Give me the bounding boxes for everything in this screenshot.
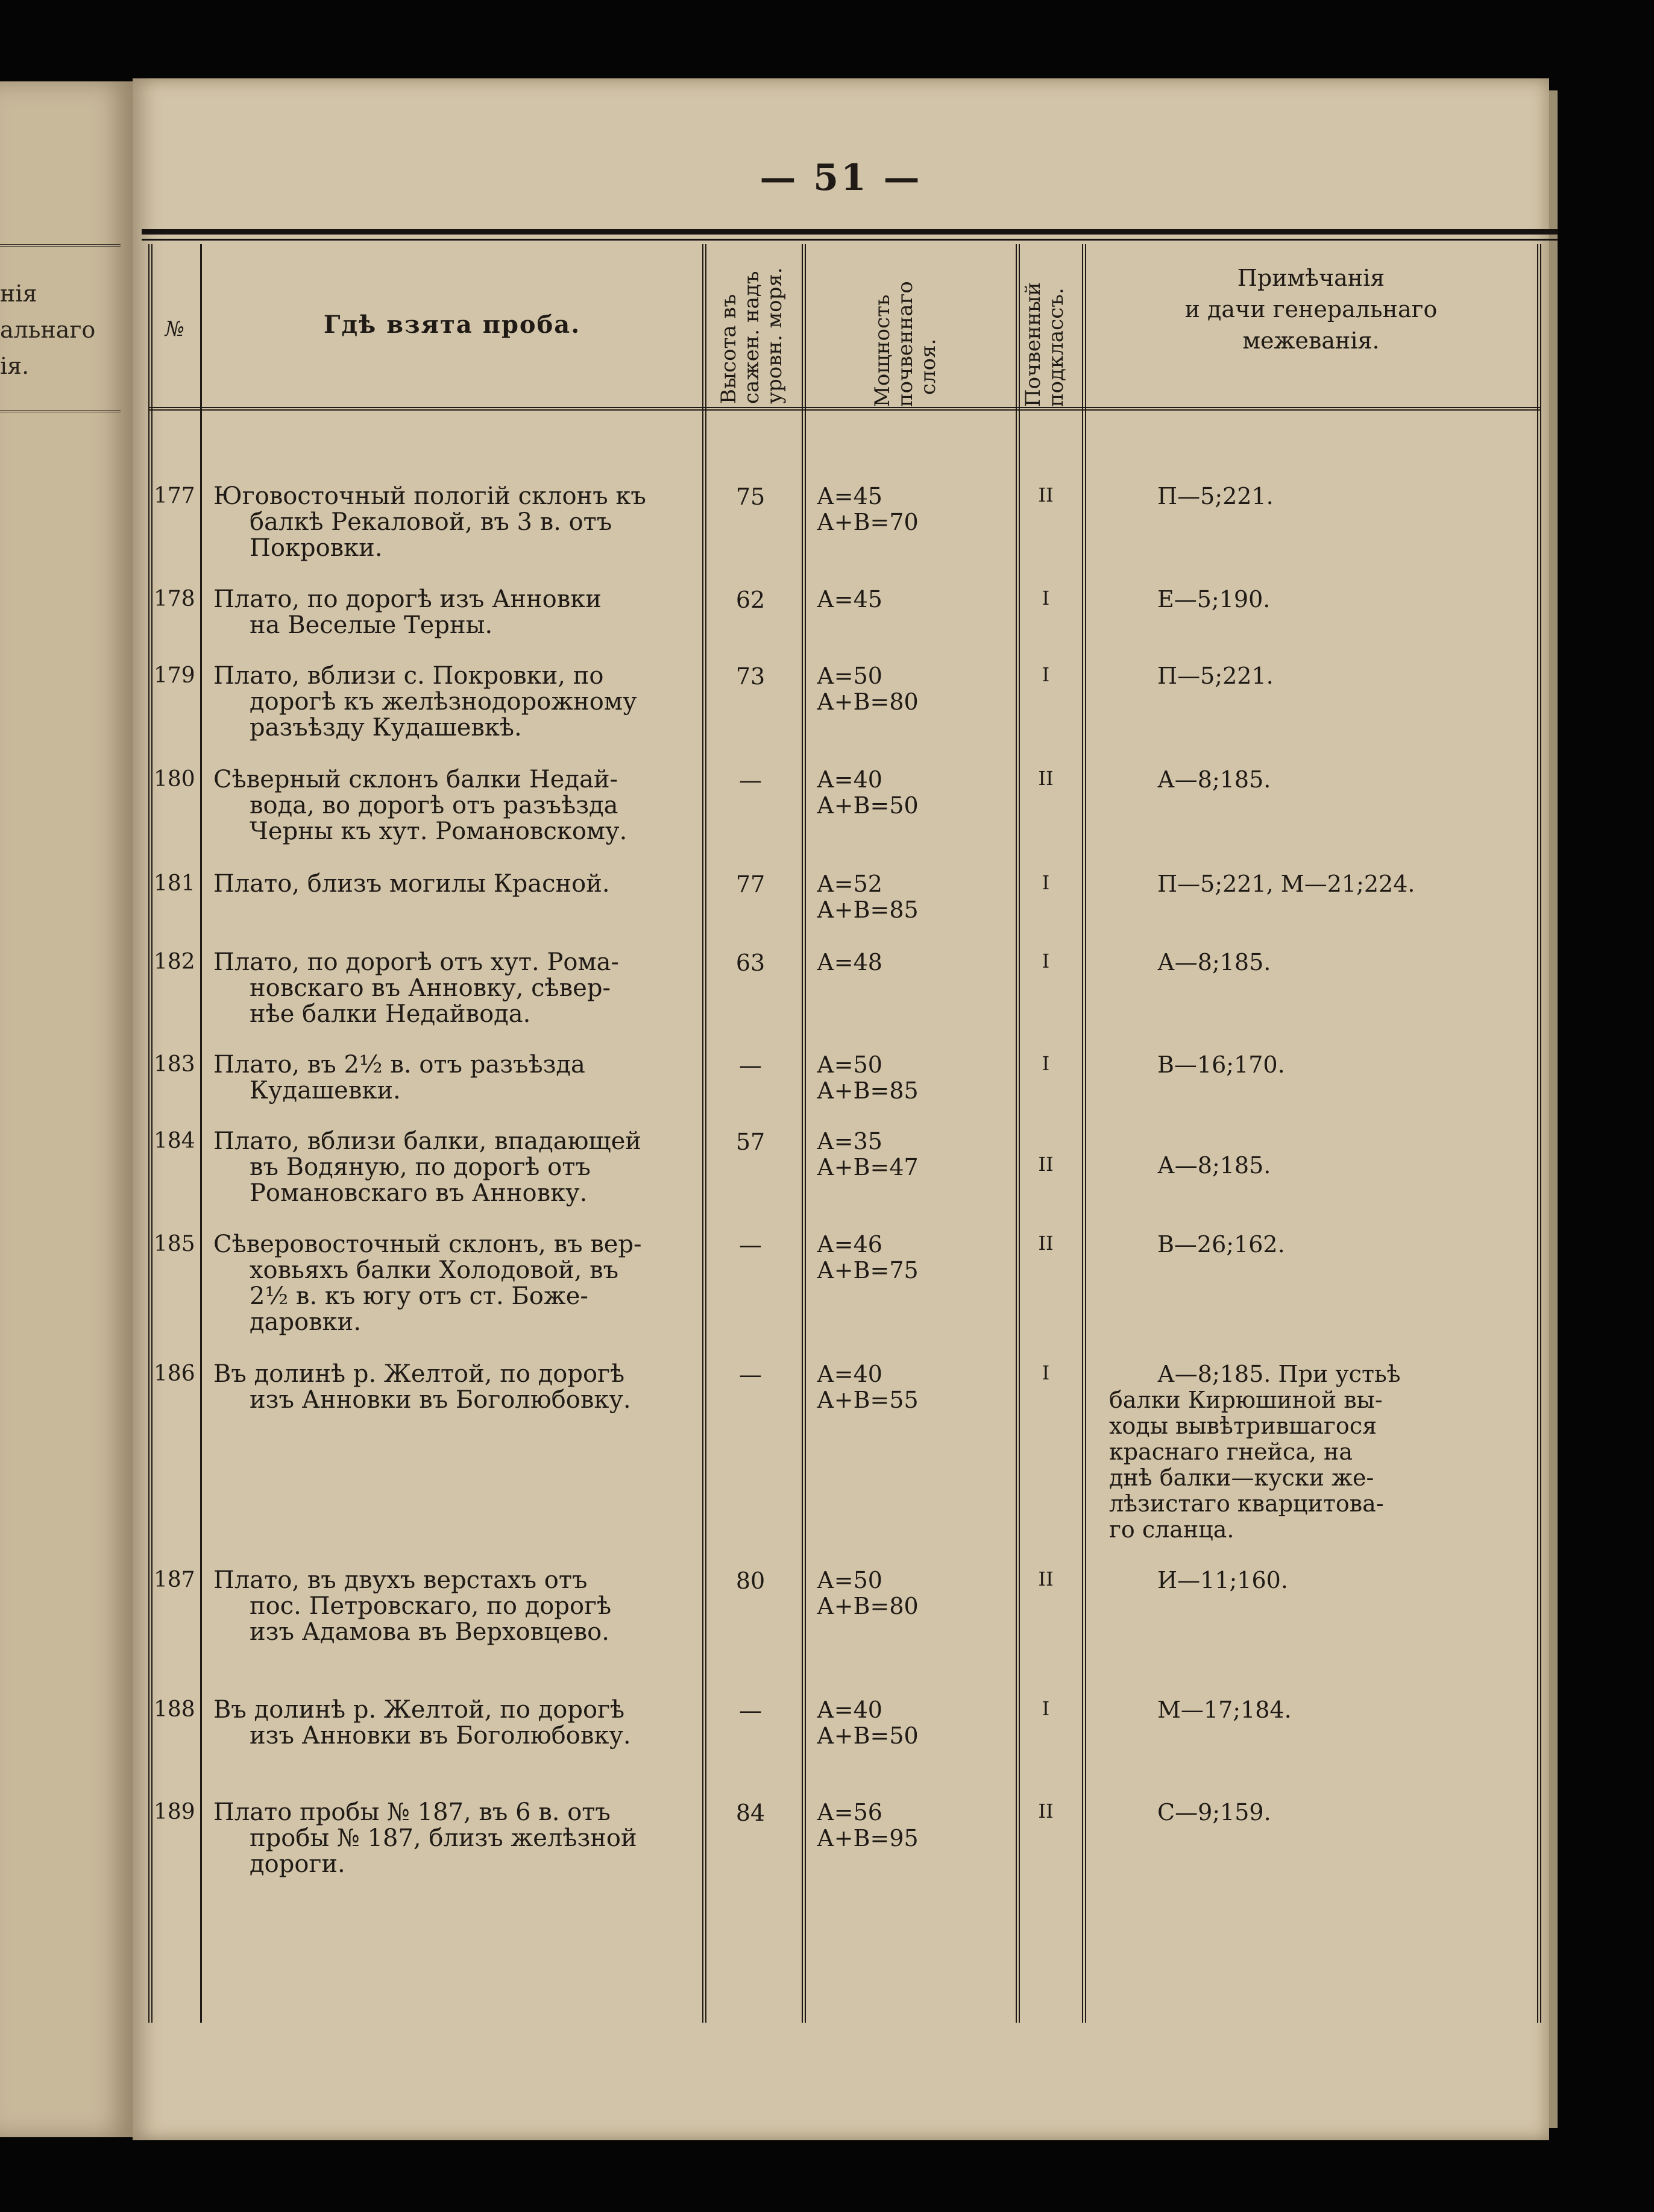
column-rule-left [148,244,153,2023]
row-altitude: 77 [735,871,766,898]
row-number: 178 [154,587,195,611]
row-place: Сѣверовосточный склонъ, въ вер- ховьяхъ балки Холодовой, въ 2½ в. къ югу отъ ст. Боже- даровки. [213,1230,642,1336]
row-note: П—5;221. [1157,663,1274,689]
row-place: Сѣверный склонъ балки Недай- вода, во дорогѣ отъ разъѣзда Черны къ хут. Романовскому. [213,766,627,845]
page-number: — 51 — [759,157,922,199]
row-number: 181 [154,871,195,896]
row-power: А=50 А+В=85 [817,1051,919,1104]
row-place: Плато, близъ могилы Красной. [213,870,610,898]
left-page-fragment: альнаго [0,317,96,343]
row-altitude: 75 [735,484,766,510]
row-altitude: 57 [735,1129,766,1155]
row-subclass: II [1038,1800,1054,1823]
row-subclass: I [1042,587,1050,610]
row-subclass: I [1042,1697,1050,1720]
row-note: А—8;185. [1157,766,1271,793]
row-number: 183 [154,1052,195,1077]
header-no: № [165,317,185,341]
row-altitude: 84 [735,1800,766,1826]
header-altitude: Высота въ сажен. надъ уровн. моря. [717,267,787,404]
row-subclass: II [1038,1232,1054,1255]
row-number: 184 [154,1129,195,1153]
row-note: С—9;159. [1157,1799,1271,1826]
header-where: Гдѣ взята проба. [323,310,581,339]
row-subclass: I [1042,1052,1050,1075]
row-altitude: 80 [735,1568,766,1594]
row-altitude: — [739,767,762,793]
header-notes: Примѣчанія и дачи генеральнаго межеванія. [1184,265,1438,354]
row-number: 182 [154,950,195,974]
row-power: А=40 А+В=55 [817,1361,919,1413]
row-power: А=48 [817,949,882,975]
left-page-fragment: ія. [0,353,30,379]
left-page-rule [0,244,121,247]
row-power: А=50 А+В=80 [817,1567,919,1619]
row-number: 179 [154,663,195,688]
row-place: Плато пробы № 187, въ 6 в. отъ пробы № 187, близъ желѣзной дороги. [213,1798,637,1878]
column-rule-right [1537,244,1541,2023]
row-place: Юговосточный пологій склонъ къ балкѣ Рекаловой, въ 3 в. отъ Покровки. [213,482,646,562]
row-subclass: I [1042,663,1050,686]
top-rule [142,229,1558,235]
row-note: А—8;185. [1157,949,1271,975]
row-place: Плато, вблизи с. Покровки, по дорогѣ къ желѣзнодорожному разъѣзду Кудашевкѣ. [213,662,637,742]
row-number: 187 [154,1568,195,1592]
header-subclass: Почвенный подклассъ. [1021,282,1068,407]
row-power: А=46 А+В=75 [817,1231,919,1284]
row-power: А=40 А+В=50 [817,766,919,819]
left-page-fragment: нія [0,280,37,307]
row-place: Плато, по дорогѣ отъ хут. Рома- новскаго въ Анновку, сѣвер- нѣе балки Недайвода. [213,948,619,1028]
row-subclass: I [1042,871,1050,894]
row-note: В—16;170. [1157,1051,1285,1078]
row-power: А=52 А+В=85 [817,871,919,923]
row-altitude: 62 [735,587,766,613]
row-power: А=35 А+В=47 [817,1128,919,1180]
row-subclass: II [1038,1568,1054,1590]
row-note: П—5;221. [1157,483,1274,509]
column-rule-subclass [1082,244,1086,2023]
row-power: А=56 А+В=95 [817,1799,919,1851]
row-power: А=40 А+В=50 [817,1697,919,1749]
row-subclass: I [1042,950,1050,972]
row-note: М—17;184. [1157,1697,1292,1723]
row-place: Плато, въ двухъ верстахъ отъ пос. Петровскаго, по дорогѣ изъ Адамова въ Верховцево. [213,1566,612,1646]
header-power: Мощность почвеннаго слоя. [870,281,940,407]
column-rule-power [1016,244,1020,2023]
row-place: Въ долинѣ р. Желтой, по дорогѣ изъ Анновки въ Боголюбовку. [213,1360,631,1414]
row-subclass: II [1038,1153,1054,1176]
row-number: 185 [154,1232,195,1256]
row-altitude: — [739,1052,762,1079]
row-power: А=50 А+В=80 [817,663,919,715]
row-note: И—11;160. [1157,1567,1288,1593]
left-page-edge [0,81,134,2137]
row-altitude: — [739,1361,762,1388]
row-altitude: — [739,1232,762,1258]
row-power: А=45 [817,586,882,613]
row-number: 189 [154,1800,195,1824]
row-note: А—8;185. [1157,1152,1271,1179]
row-place: Въ долинѣ р. Желтой, по дорогѣ изъ Анновки въ Боголюбовку. [213,1696,631,1750]
header-rule [148,407,1541,411]
row-note: А—8;185. При устьѣ балки Кирюшиной вы- ходы вывѣтрившагося краснаго гнейса, на днѣ балки—куски же- лѣзистаго кварцитова- го сланца. [1109,1361,1401,1543]
row-number: 180 [154,767,195,792]
row-note: Е—5;190. [1157,586,1271,613]
row-number: 188 [154,1697,195,1722]
row-subclass: I [1042,1361,1050,1384]
row-place: Плато, въ 2½ в. отъ разъѣзда Кудашевки. [213,1051,585,1104]
row-place: Плато, по дорогѣ изъ Анновки на Веселые Терны. [213,585,602,639]
row-number: 186 [154,1361,195,1386]
row-altitude: 73 [735,663,766,690]
row-note: П—5;221, М—21;224. [1157,871,1415,897]
document-page [133,78,1549,2140]
row-place: Плато, вблизи балки, впадающей въ Водяную, по дорогѣ отъ Романовскаго въ Анновку. [213,1127,641,1207]
row-subclass: II [1038,767,1054,790]
left-page-rule [0,410,121,412]
row-subclass: II [1038,484,1054,506]
row-power: А=45 А+В=70 [817,483,919,535]
top-rule-thin [142,239,1558,241]
row-note: В—26;162. [1157,1231,1285,1258]
row-altitude: — [739,1697,762,1724]
row-number: 177 [154,484,195,508]
row-altitude: 63 [735,950,766,976]
